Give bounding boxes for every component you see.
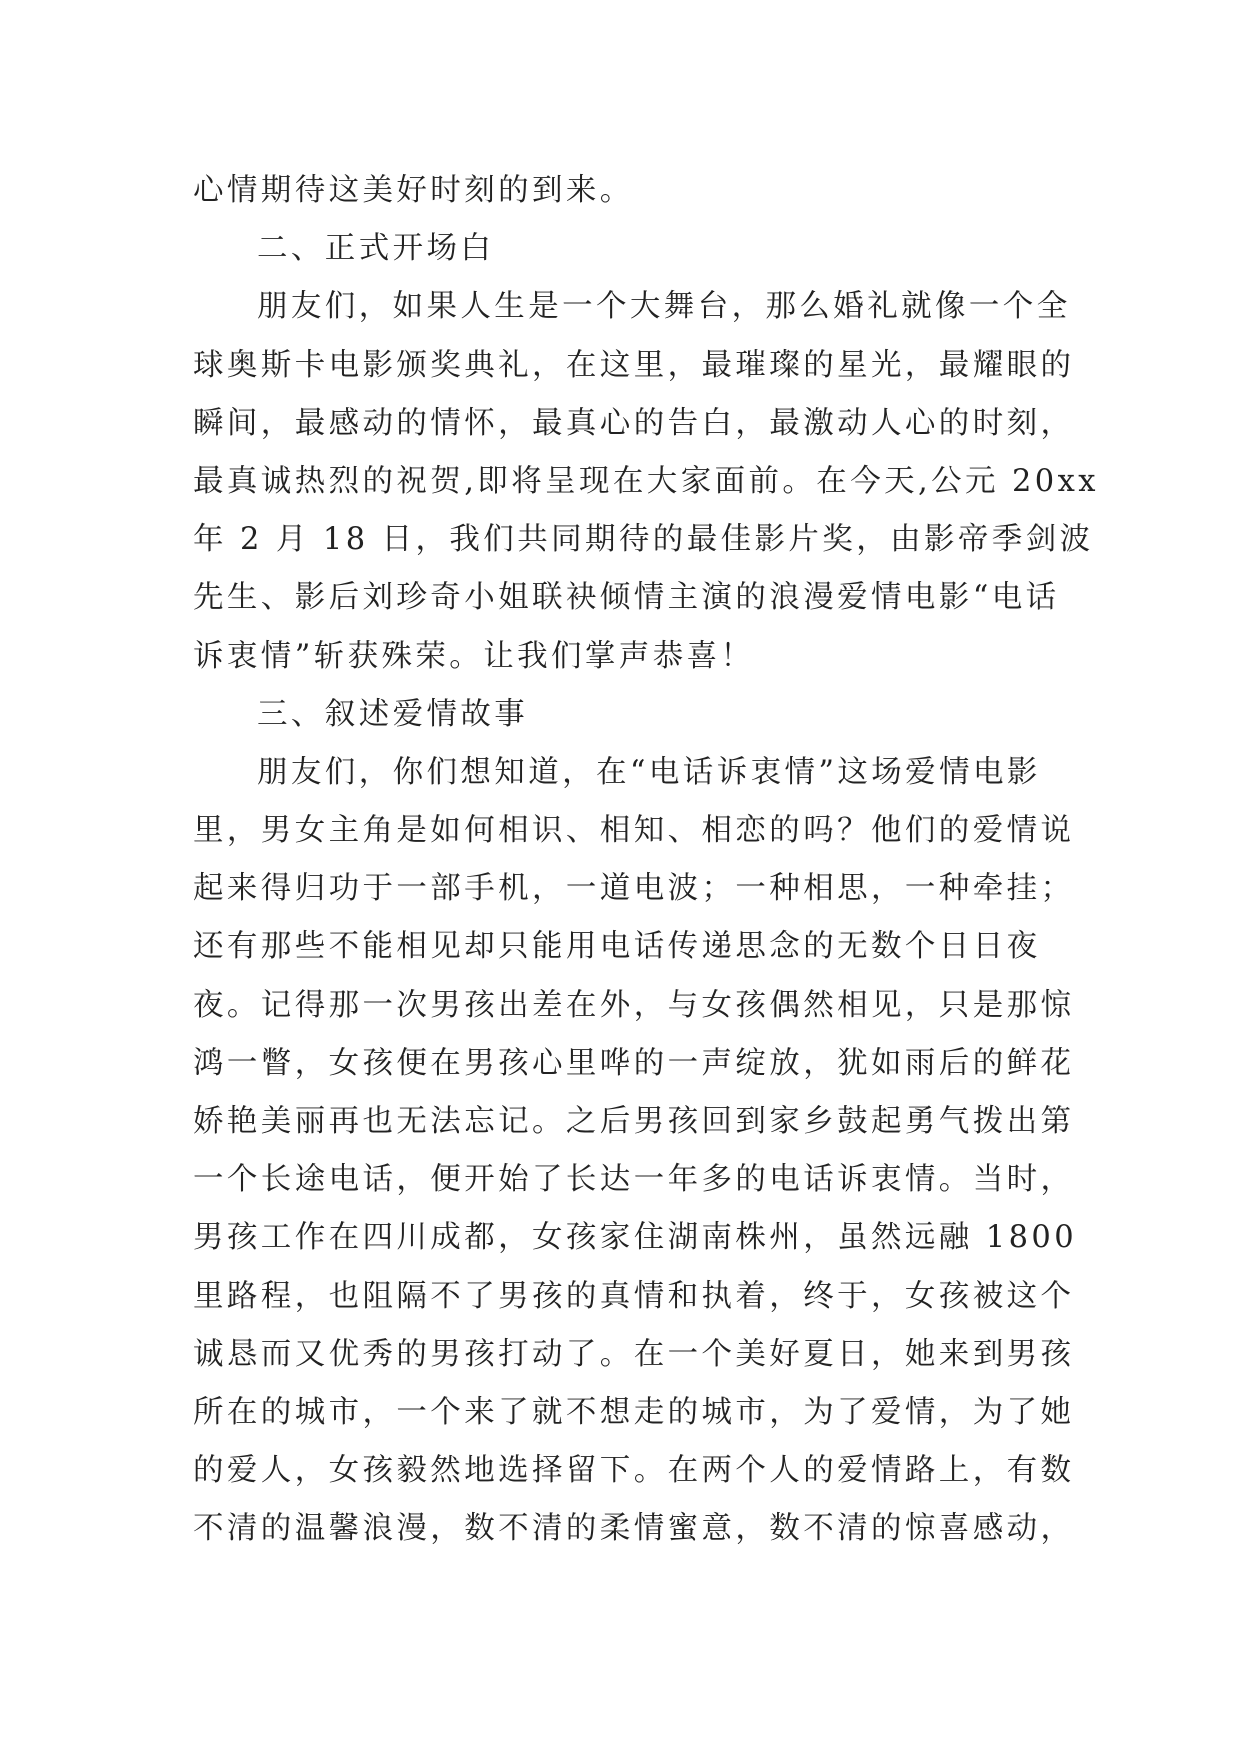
text-line: 朋友们，你们想知道，在“电话诉衷情”这场爱情电影 xyxy=(257,754,1041,790)
text-line: 瞬间，最感动的情怀，最真心的告白，最激动人心的时刻， xyxy=(193,405,1075,441)
text-line: 诉衷情”斩获殊荣。让我们掌声恭喜！ xyxy=(193,638,755,674)
text-line: 朋友们，如果人生是一个大舞台，那么婚礼就像一个全 xyxy=(257,289,1071,325)
text-line: 夜。记得那一次男孩出差在外，与女孩偶然相见，只是那惊 xyxy=(193,987,1075,1023)
text-line: 男孩工作在四川成都，女孩家住湖南株州，虽然远融 1800 xyxy=(193,1220,1078,1256)
text-line: 的爱人，女孩毅然地选择留下。在两个人的爱情路上，有数 xyxy=(193,1453,1075,1489)
text-line: 最真诚热烈的祝贺,即将呈现在大家面前。在今天,公元 20xx xyxy=(193,463,1099,499)
text-line: 三、叙述爱情故事 xyxy=(257,696,529,732)
text-line: 先生、影后刘珍奇小姐联袂倾情主演的浪漫爱情电影“电话 xyxy=(193,580,1060,616)
text-line: 娇艳美丽再也无法忘记。之后男孩回到家乡鼓起勇气拨出第 xyxy=(193,1104,1075,1139)
text-line: 所在的城市，一个来了就不想走的城市，为了爱情，为了她 xyxy=(193,1394,1075,1430)
text-line: 心情期待这美好时刻的到来。 xyxy=(193,173,634,208)
text-line: 不清的温馨浪漫，数不清的柔情蜜意，数不清的惊喜感动， xyxy=(193,1511,1075,1547)
text-line: 球奥斯卡电影颁奖典礼，在这里，最璀璨的星光，最耀眼的 xyxy=(193,347,1075,383)
text-line: 二、正式开场白 xyxy=(257,231,495,267)
text-line: 还有那些不能相见却只能用电话传递思念的无数个日日夜 xyxy=(193,929,1041,965)
text-line: 里路程，也阻隔不了男孩的真情和执着，终于，女孩被这个 xyxy=(193,1278,1075,1314)
document-body xyxy=(193,162,1099,1559)
text-line: 里，男女主角是如何相识、相知、相恋的吗？他们的爱情说 xyxy=(193,813,1075,849)
text-line: 一个长途电话，便开始了长达一年多的电话诉衷情。当时， xyxy=(193,1162,1075,1198)
text-line: 年 2 月 18 日，我们共同期待的最佳影片奖，由影帝季剑波 xyxy=(193,522,1094,558)
text-line: 诚恳而又优秀的男孩打动了。在一个美好夏日，她来到男孩 xyxy=(193,1336,1075,1372)
text-line: 起来得归功于一部手机，一道电波；一种相思，一种牵挂； xyxy=(193,871,1075,907)
text-line: 鸿一瞥，女孩便在男孩心里哗的一声绽放，犹如雨后的鲜花 xyxy=(193,1045,1075,1081)
